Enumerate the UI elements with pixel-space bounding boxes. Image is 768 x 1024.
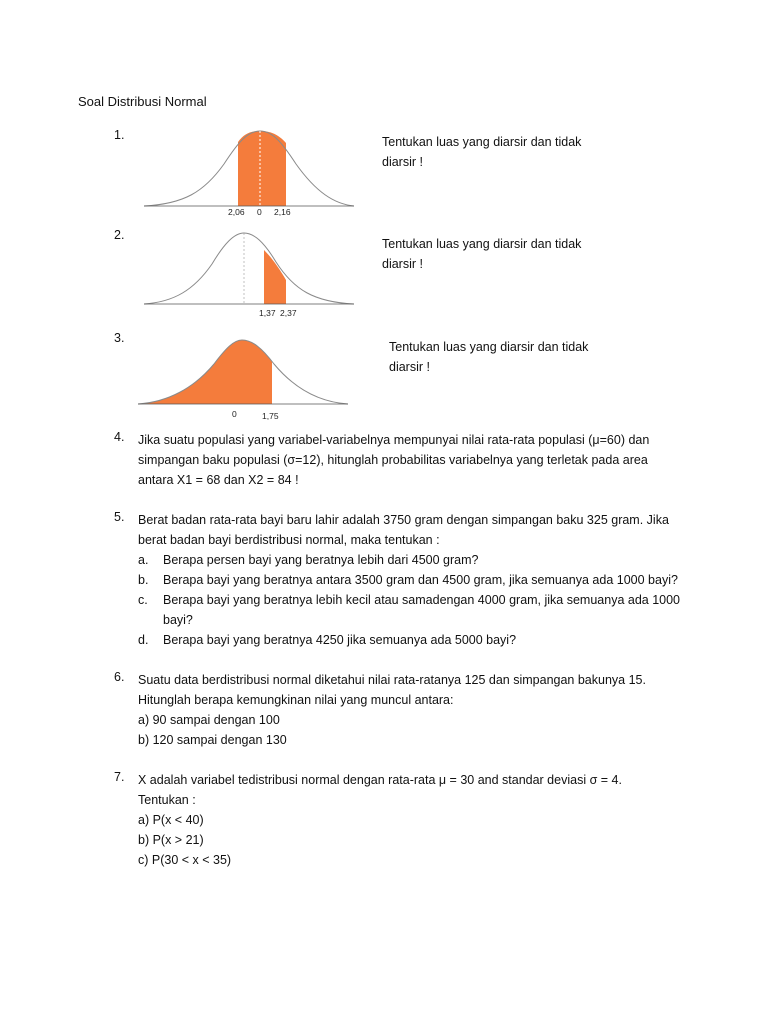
tick-label: 2,16 [274,207,291,217]
question-number: 7. [114,770,125,784]
text-line: simpangan baku populasi (σ=12), hitunglah probabilitas variabelnya yang terletak pada area [138,453,648,467]
text-line: Jika suatu populasi yang variabel-variabelnya mempunyai nilai rata-rata populasi (μ=60) dan [138,433,650,447]
question-number: 2. [114,228,125,242]
shaded-area [264,250,286,304]
text-line: antara X1 = 68 dan X2 = 84 ! [138,473,299,487]
tick-label: 1,37 [259,308,276,318]
normal-curve-figure-3 [138,330,348,426]
item-text: bayi? [163,613,193,627]
tick-label: 2,37 [280,308,297,318]
question-instruction: Tentukan luas yang diarsir dan tidak diarsir ! [389,340,589,374]
text-line: Suatu data berdistribusi normal diketahui nilai rata-ratanya 125 dan simpangan bakunya 15. [138,673,646,687]
question-number: 5. [114,510,125,524]
question-number: 4. [114,430,125,444]
shaded-area [138,340,272,404]
text-line: a) P(x < 40) [138,813,204,827]
question-5-text [138,510,698,650]
tick-label: 1,75 [262,411,279,421]
normal-curve [144,233,354,304]
normal-curve-figure-1 [144,126,354,220]
item-text: Berapa bayi yang beratnya lebih kecil atau samadengan 4000 gram, jika semuanya ada 1000 [163,593,681,607]
question-instruction: Tentukan luas yang diarsir dan tidak diarsir ! [382,237,582,271]
text-line: Berat badan rata-rata bayi baru lahir adalah 3750 gram dengan simpangan baku 325 gram. Jika [138,513,669,527]
item-label: b. [138,573,149,587]
text-line: Hitunglah berapa kemungkinan nilai yang muncul antara: [138,693,454,707]
item-text: Berapa persen bayi yang beratnya lebih dari 4500 gram? [163,553,479,567]
text-line: c) P(30 < x < 35) [138,853,232,867]
tick-label: 0 [257,207,262,217]
text-line: Tentukan : [138,793,196,807]
question-number: 3. [114,331,125,345]
question-7-text [138,770,698,870]
text-line: a) 90 sampai dengan 100 [138,713,280,727]
list-item [138,550,698,570]
list-item [138,590,698,630]
text-line: b) P(x > 21) [138,833,204,847]
text-line: b) 120 sampai dengan 130 [138,733,287,747]
question-number: 6. [114,670,125,684]
shaded-area [238,131,286,206]
item-text: Berapa bayi yang beratnya antara 3500 gram dan 4500 gram, jika semuanya ada 1000 bayi? [163,573,678,587]
list-item [138,630,698,650]
question-instruction: Tentukan luas yang diarsir dan tidak diarsir ! [382,135,582,169]
item-text: Berapa bayi yang beratnya 4250 jika semuanya ada 5000 bayi? [163,633,517,647]
page-title: Soal Distribusi Normal [78,94,207,109]
text-line: berat badan bayi berdistribusi normal, maka tentukan : [138,533,440,547]
tick-label: 0 [232,409,237,419]
item-label: a. [138,553,149,567]
item-label: d. [138,633,149,647]
tick-label: 2,06 [228,207,245,217]
question-number: 1. [114,128,125,142]
normal-curve-figure-2 [144,228,354,322]
question-6-text [138,670,698,750]
text-line: X adalah variabel tedistribusi normal dengan rata-rata μ = 30 and standar deviasi σ = 4. [138,773,622,787]
item-label: c. [138,593,148,607]
list-item [138,570,698,590]
question-4-text [138,430,698,490]
